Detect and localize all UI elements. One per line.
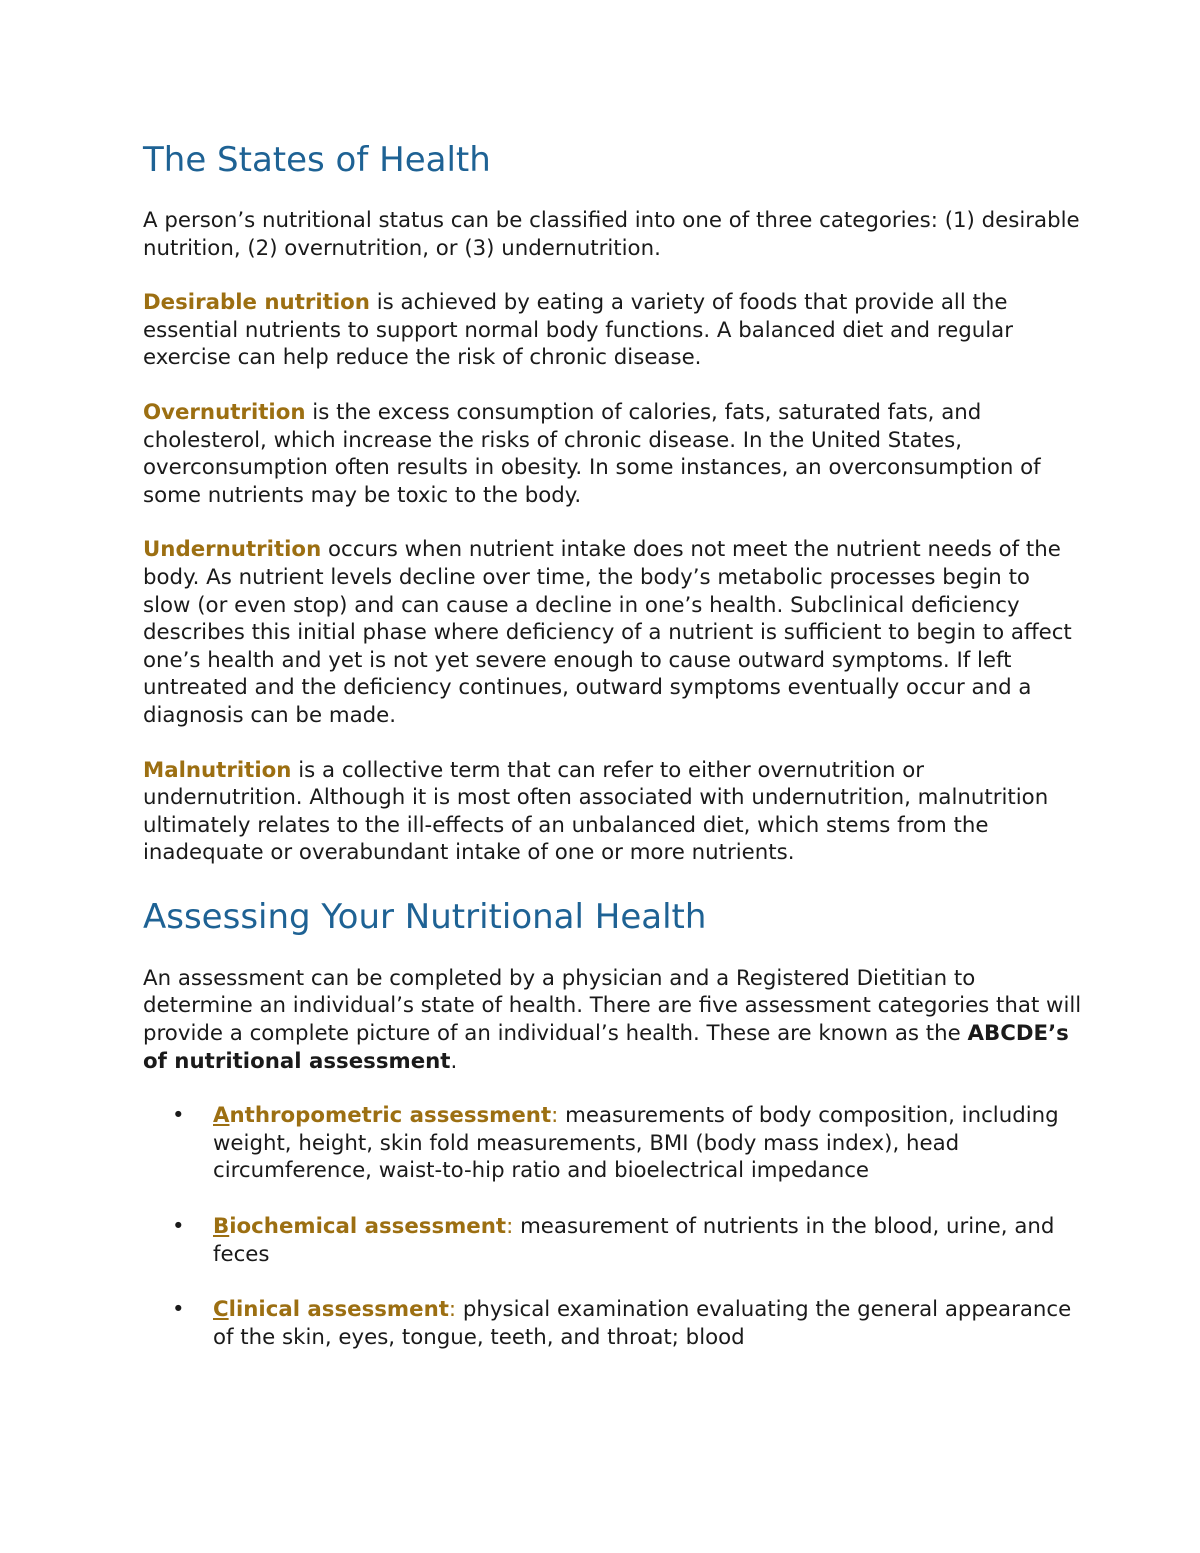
item-term: nthropometric assessment bbox=[229, 1103, 552, 1129]
term-undernutrition: Undernutrition bbox=[143, 537, 322, 563]
assessment-intro-paragraph bbox=[143, 965, 1083, 1075]
term-desirable-nutrition: Desirable nutrition bbox=[143, 290, 370, 316]
list-item-anthropometric bbox=[143, 1102, 1083, 1185]
lead-letter: A bbox=[213, 1103, 230, 1129]
abcde-list bbox=[143, 1102, 1083, 1351]
item-colon: : bbox=[448, 1297, 457, 1323]
item-description: measurement of nutrients in the blood, urine, and feces bbox=[213, 1214, 1055, 1267]
paragraph-text: is achieved by eating a variety of foods that provide all the essential nutrients to support normal body functions. A balanced diet and regular exercise can help reduce the risk of chronic disease. bbox=[143, 290, 1013, 371]
item-description: measurements of body composition, including weight, height, skin fold measurements, BMI (body mass index), head circumference, waist-to-hip ratio and bioelectrical impedance bbox=[213, 1103, 1059, 1184]
paragraph-text: is the excess consumption of calories, fats, saturated fats, and cholesterol, which increase the risks of chronic disease. In the United States, overconsumption often results in obesity. In some instances, an overconsumption of some nutrients may be toxic to the body. bbox=[143, 399, 1041, 508]
item-colon: : bbox=[506, 1214, 514, 1240]
intro-text: An assessment can be completed by a physician and a Registered Dietitian to determine an individual’s state of health. There are five assessment categories that will provide a complete picture of an individual’s health. These are known as the bbox=[143, 965, 1082, 1047]
paragraph-overnutrition bbox=[143, 399, 1083, 509]
term-malnutrition: Malnutrition bbox=[143, 757, 292, 783]
bullet-icon: • bbox=[172, 1297, 185, 1323]
paragraph-undernutrition bbox=[143, 536, 1083, 729]
list-item-clinical bbox=[143, 1296, 1083, 1351]
bullet-icon: • bbox=[172, 1214, 185, 1240]
paragraph-malnutrition bbox=[143, 757, 1083, 867]
document-page bbox=[143, 138, 1083, 1379]
item-term: linical assessment bbox=[228, 1297, 449, 1323]
bullet-icon: • bbox=[172, 1103, 185, 1129]
lead-letter: B bbox=[213, 1214, 230, 1240]
intro-paragraph: A person’s nutritional status can be classified into one of three categories: (1) desirable nutrition, (2) overnutrition, or (3) undernutrition. bbox=[143, 208, 1080, 261]
paragraph-desirable-nutrition bbox=[143, 289, 1083, 372]
list-item-biochemical bbox=[143, 1213, 1083, 1268]
item-term: iochemical assessment bbox=[229, 1214, 507, 1240]
lead-letter: C bbox=[213, 1297, 229, 1323]
paragraph-text: is a collective term that can refer to either overnutrition or undernutrition. Although it is most often associated with undernutrition, malnutrition ultimately relates to the ill-effects of an unbalanced diet, which stems from the inadequate or overabundant intake of one or more nutrients. bbox=[143, 757, 1049, 866]
item-description: physical examination evaluating the general appearance of the skin, eyes, tongue, teeth, and throat; blood bbox=[213, 1297, 1072, 1350]
section-title-assessing-nutritional-health: Assessing Your Nutritional Health bbox=[143, 896, 707, 937]
item-colon: : bbox=[551, 1103, 559, 1129]
paragraph-text: occurs when nutrient intake does not meet the nutrient needs of the body. As nutrient levels decline over time, the body’s metabolic processes begin to slow (or even stop) and can cause a decline in one’s health. Subclinical deficiency describes this initial phase where deficiency of a nutrient is sufficient to begin to affect one’s health and yet is not yet severe enough to cause outward symptoms. If left untreated and the deficiency continues, outward symptoms eventually occur and a diagnosis can be made. bbox=[143, 537, 1072, 728]
intro-period: . bbox=[450, 1048, 458, 1074]
abcde-emphasis: ABCDE’s of nutritional assessment bbox=[143, 1021, 1069, 1074]
section-title-states-of-health: The States of Health bbox=[143, 140, 491, 180]
term-overnutrition: Overnutrition bbox=[143, 399, 306, 425]
